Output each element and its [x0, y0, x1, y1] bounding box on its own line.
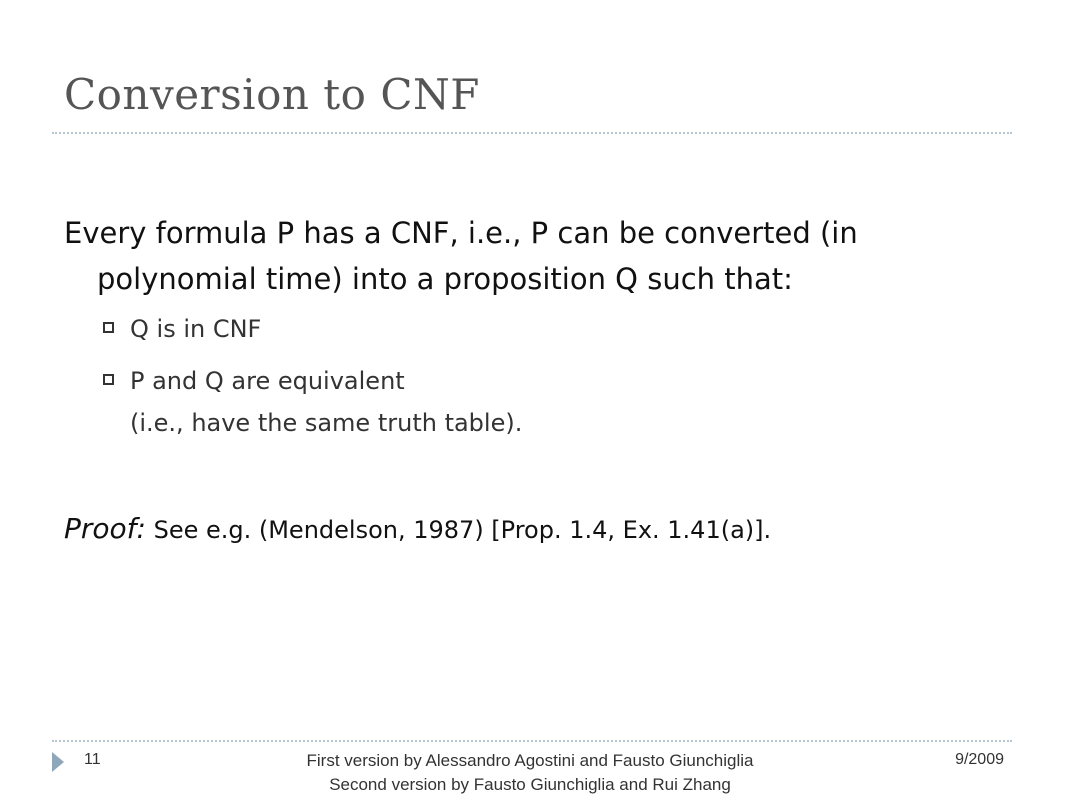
square-bullet-icon — [103, 374, 114, 385]
triangle-arrow-icon — [52, 752, 64, 772]
proof-text: See e.g. (Mendelson, 1987) [Prop. 1.4, Ex. 1.41(a)]. — [145, 516, 772, 544]
bullet-subtext: (i.e., have the same truth table). — [130, 409, 523, 437]
square-bullet-icon — [103, 322, 114, 333]
bullet-list — [103, 308, 963, 454]
title-divider — [52, 132, 1012, 134]
credit-line-1: First version by Alessandro Agostini and Fausto Giunchiglia — [306, 751, 754, 770]
page-number: 11 — [84, 751, 101, 768]
intro-paragraph — [64, 210, 964, 302]
footer-date: 9/2009 — [955, 751, 1004, 768]
proof-line — [64, 512, 994, 545]
credit-line-2: Second version by Fausto Giunchiglia and Rui Zhang — [329, 775, 731, 794]
proof-label: Proof: — [64, 512, 146, 545]
list-item — [103, 360, 963, 444]
footer-credits — [240, 749, 820, 797]
bullet-text: Q is in CNF — [130, 315, 262, 343]
intro-line-2: polynomial time) into a proposition Q such that: — [97, 262, 793, 296]
slide-title: Conversion to CNF — [64, 70, 480, 119]
footer-divider — [52, 740, 1012, 742]
list-item — [103, 308, 963, 350]
intro-line-1: Every formula P has a CNF, i.e., P can be converted (in — [64, 216, 858, 250]
bullet-text: P and Q are equivalent — [130, 367, 405, 395]
